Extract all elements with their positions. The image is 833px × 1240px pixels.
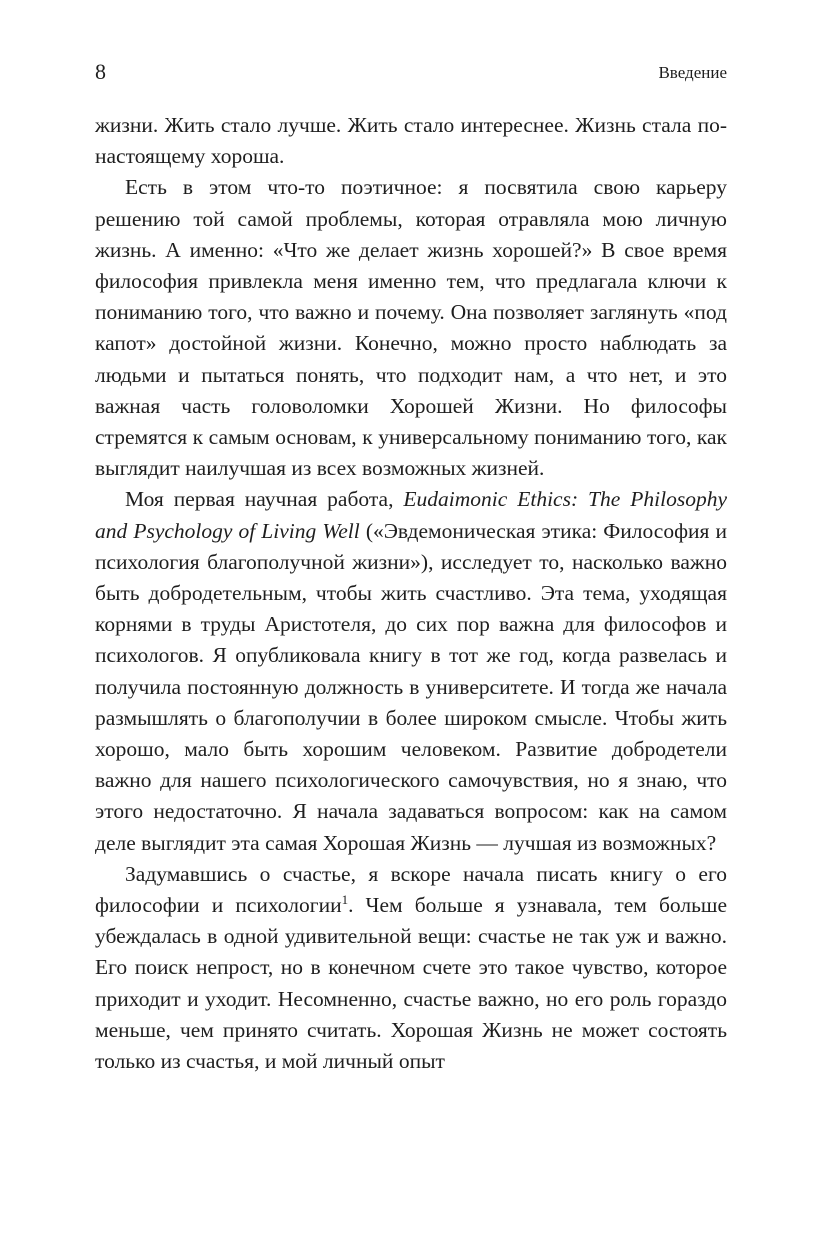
paragraph-3-lead: Моя первая научная работа,: [125, 487, 404, 512]
running-head: [95, 58, 727, 90]
paragraph-1: [95, 110, 727, 172]
paragraph-3: [95, 484, 727, 858]
footnote-reference[interactable]: 1: [341, 891, 349, 907]
book-page: [95, 58, 727, 1077]
paragraph-4: [95, 859, 727, 1077]
paragraph-2: [95, 172, 727, 484]
page-number: 8: [95, 59, 106, 84]
paragraph-1-text: жизни. Жить стало лучше. Жить стало интереснее. Жизнь стала по-настоящему хороша.: [95, 113, 727, 169]
body-text: [95, 110, 727, 1077]
book-title: Eudaimonic Ethics: The Philosophy and Psychology of Living Well: [95, 487, 727, 543]
section-title: Введение: [658, 63, 727, 82]
paragraph-2-text: Есть в этом что-то поэтичное: я посвятила свою карьеру решению той самой проблемы, которая отравляла мою личную жизнь. А именно: «Что же делает жизнь хорошей?» В свое время философия привлекла меня именно тем, что предлагала ключи к пониманию того, что важно и почему. Она позволяет заглянуть «под капот» достойной жизни. Конечно, можно просто наблюдать за людьми и пытаться понять, что подходит нам, а что нет, и это важная часть головоломки Хорошей Жизни. Но философы стремятся к самым основам, к универсальному пониманию того, как выглядит наилучшая из всех возможных жизней.: [95, 175, 727, 481]
paragraph-3-rest: («Эвдемоническая этика: Философия и психология благополучной жизни»), исследует то, насколько важно быть добродетельным, чтобы жить счастливо. Эта тема, уходящая корнями в труды Аристотеля, до сих пор важна для философов и психологов. Я опубликовала книгу в тот же год, когда развелась и получила постоянную должность в университете. И тогда же начала размышлять о благополучии в более широком смысле. Чтобы жить хорошо, мало быть хорошим человеком. Развитие добродетели важно для нашего психологического самочувствия, но я знаю, что этого недостаточно. Я начала задаваться вопросом: как на самом деле выглядит эта самая Хорошая Жизнь — лучшая из возможных?: [95, 518, 727, 855]
paragraph-4-lead: Задумавшись о счастье, я вскоре начала писать книгу о его философии и психологии: [95, 861, 727, 918]
paragraph-4-rest: . Чем больше я узнавала, тем больше убеждалась в одной удивительной вещи: счастье не так уж и важно. Его поиск непрост, но в конечном счете это такое чувство, которое приходит и уходит. Несомненно, счастье важно, но его роль гораздо меньше, чем принято считать. Хорошая Жизнь не может состоять только из счастья, и мой личный опыт: [95, 893, 727, 1074]
